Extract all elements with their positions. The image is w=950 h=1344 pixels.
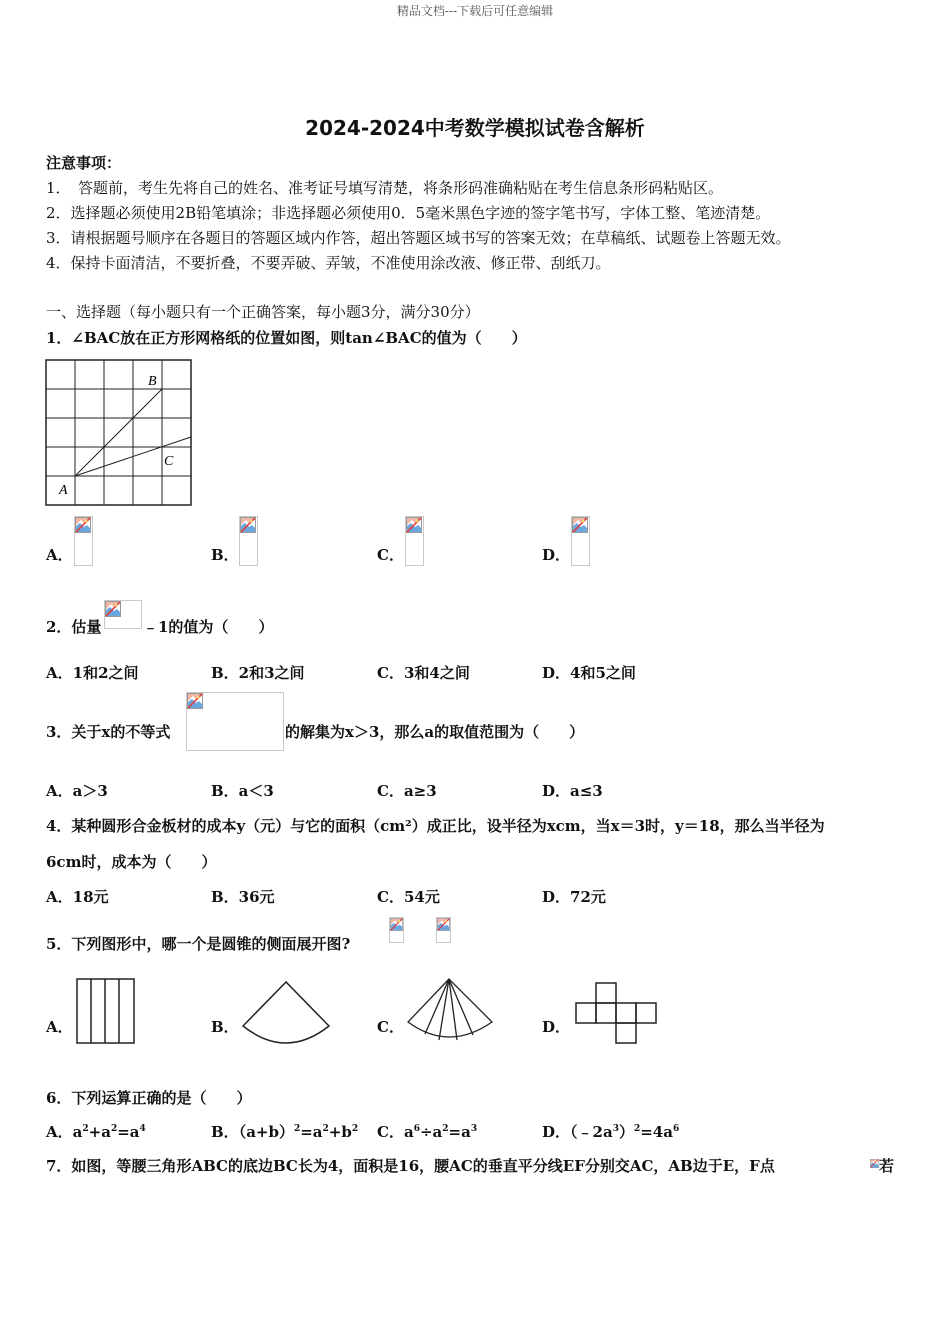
q3-option-c[interactable]: C．a≥3 xyxy=(377,782,437,800)
sector-figure xyxy=(241,980,331,1044)
q2-option-b[interactable]: B．2和3之间 xyxy=(211,664,305,682)
q6-option-c[interactable]: C．$a^6\div a^2=a^3$ xyxy=(377,1123,478,1141)
q1-option-c[interactable]: C． xyxy=(377,546,404,564)
q4-stem-line2: 6cm时，成本为（ ） xyxy=(46,853,217,871)
broken-image-icon xyxy=(74,516,93,566)
notice-item-3: 3．请根据题号顺序在各题目的答题区域内作答，超出答题区域书写的答案无效；在草稿纸、试题卷上答题无效。 xyxy=(46,229,791,247)
q1-stem: 1．∠BAC放在正方形网格纸的位置如图，则tan∠BAC的值为（ ） xyxy=(46,329,527,347)
notice-heading: 注意事项： xyxy=(46,154,122,172)
q7-stem: 7．如图，等腰三角形ABC的底边BC长为4，面积是16，腰AC的垂直平分线EF分别交AC，AB边于E，F点 xyxy=(46,1157,775,1175)
q3-option-b[interactable]: B．a＜3 xyxy=(211,782,274,800)
q1-option-d[interactable]: D． xyxy=(542,546,571,564)
broken-image-icon xyxy=(436,917,451,943)
q5-option-a[interactable]: A． xyxy=(46,1018,73,1036)
q6-option-a[interactable]: A．$a^2+a^2=a^4$ xyxy=(46,1123,146,1141)
cube-net-figure xyxy=(574,982,660,1046)
page-title: 2024-2024中考数学模拟试卷含解析 xyxy=(305,116,645,140)
q3-option-a[interactable]: A．a＞3 xyxy=(46,782,108,800)
point-a-label: A xyxy=(59,483,68,498)
q3-stem-post: 的解集为x＞3，那么a的取值范围为（ ） xyxy=(285,723,585,741)
broken-image-icon xyxy=(405,516,424,566)
point-b-label: B xyxy=(148,374,157,389)
notice-item-2: 2．选择题必须使用2B铅笔填涂；非选择题必须使用0．5毫米黑色字迹的签字笔书写，字体工整、笔迹清楚。 xyxy=(46,204,771,222)
q6-option-d[interactable]: D．$(﹣2a^3)^2=4a^6$ xyxy=(542,1123,680,1141)
q2-stem-post: ﹣1的值为（ ） xyxy=(143,618,274,636)
q2-option-d[interactable]: D．4和5之间 xyxy=(542,664,636,682)
q4-option-b[interactable]: B．36元 xyxy=(211,888,275,906)
broken-image-icon xyxy=(389,917,404,943)
broken-image-icon xyxy=(571,516,590,566)
q1-option-a[interactable]: A． xyxy=(46,546,73,564)
q2-stem-pre: 2．估量 xyxy=(46,618,102,636)
q2-option-a[interactable]: A．1和2之间 xyxy=(46,664,139,682)
q2-option-c[interactable]: C．3和4之间 xyxy=(377,664,470,682)
broken-image-icon xyxy=(104,600,142,629)
q6-option-b[interactable]: B．$(a+b)^2=a^2+b^2$ xyxy=(211,1123,359,1141)
q4-option-d[interactable]: D．72元 xyxy=(542,888,606,906)
broken-image-icon xyxy=(870,1159,879,1168)
q3-option-d[interactable]: D．a≤3 xyxy=(542,782,603,800)
notice-item-1: 1． 答题前，考生先将自己的姓名、准考证号填写清楚，将条形码准确粘贴在考生信息条形码粘贴区。 xyxy=(46,179,724,197)
section-heading: 一、选择题（每小题只有一个正确答案，每小题3分，满分30分） xyxy=(46,303,480,321)
q4-option-a[interactable]: A．18元 xyxy=(46,888,109,906)
q7-stem-tail: 若 xyxy=(879,1157,895,1175)
q1-grid-figure xyxy=(45,359,193,507)
q6-stem: 6．下列运算正确的是（ ） xyxy=(46,1089,252,1107)
page-header: 精品文档---下载后可任意编辑 xyxy=(396,4,554,18)
broken-image-icon xyxy=(186,692,284,751)
point-c-label: C xyxy=(164,454,174,469)
broken-image-icon xyxy=(239,516,258,566)
pyramid-figure xyxy=(405,977,495,1045)
q5-option-c[interactable]: C． xyxy=(377,1018,404,1036)
q1-option-b[interactable]: B． xyxy=(211,546,239,564)
q5-stem: 5．下列图形中，哪一个是圆锥的侧面展开图? xyxy=(46,935,351,953)
q4-option-c[interactable]: C．54元 xyxy=(377,888,440,906)
notice-item-4: 4．保持卡面清洁，不要折叠，不要弄破、弄皱，不准使用涂改液、修正带、刮纸刀。 xyxy=(46,254,611,272)
q5-option-d[interactable]: D． xyxy=(542,1018,571,1036)
q4-stem-line1: 4．某种圆形合金板材的成本y（元）与它的面积（cm²）成正比，设半径为xcm，当x＝3时，y＝18，那么当半径为 xyxy=(46,817,825,835)
q3-stem-pre: 3．关于x的不等式 xyxy=(46,723,171,741)
rectangles-figure xyxy=(76,978,136,1046)
q5-option-b[interactable]: B． xyxy=(211,1018,239,1036)
